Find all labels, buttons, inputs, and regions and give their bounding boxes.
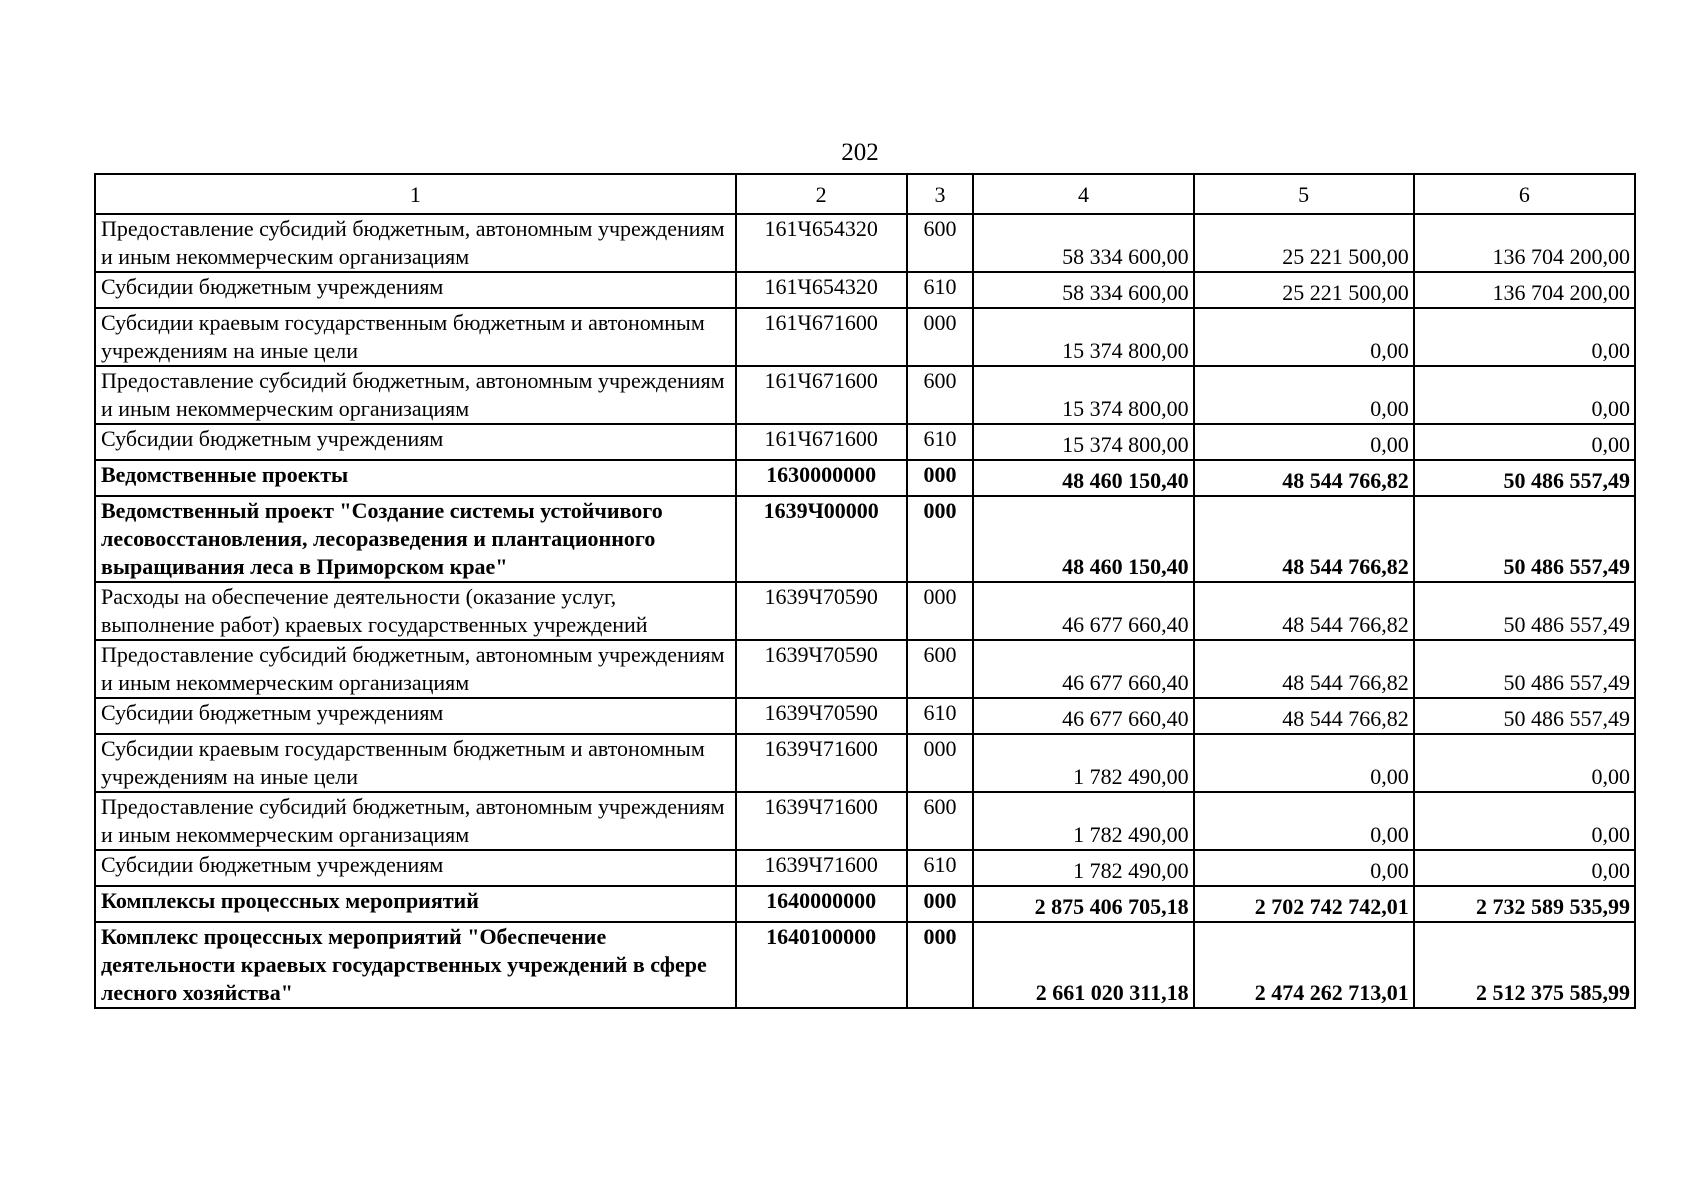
row-name-cell: Субсидии бюджетным учреждениям [95,272,736,308]
row-amount-cell: 50 486 557,49 [1414,496,1635,582]
row-amount-cell: 48 544 766,82 [1194,640,1414,698]
row-amount-cell: 0,00 [1194,308,1414,366]
row-type-cell: 600 [907,792,974,850]
row-amount-cell: 0,00 [1414,308,1635,366]
row-type-cell: 000 [907,922,974,1008]
row-code-cell: 1639Ч00000 [736,496,907,582]
table-row [95,698,1635,734]
header-cell: 6 [1414,174,1635,214]
table-row [95,366,1635,424]
table-row [95,214,1635,272]
row-amount-cell: 0,00 [1194,792,1414,850]
row-amount-cell: 0,00 [1414,366,1635,424]
row-amount-cell: 15 374 800,00 [973,366,1193,424]
header-cell: 1 [95,174,736,214]
row-name-cell: Субсидии бюджетным учреждениям [95,424,736,460]
row-type-cell: 000 [907,886,974,922]
table-header-row [95,174,1635,214]
row-name-cell: Предоставление субсидий бюджетным, автономным учреждениям и иным некоммерческим организациям [95,640,736,698]
row-code-cell: 161Ч671600 [736,308,907,366]
row-name-cell: Предоставление субсидий бюджетным, автономным учреждениям и иным некоммерческим организациям [95,792,736,850]
row-amount-cell: 46 677 660,40 [973,582,1193,640]
row-amount-cell: 1 782 490,00 [973,792,1193,850]
row-type-cell: 610 [907,424,974,460]
row-name-cell: Предоставление субсидий бюджетным, автономным учреждениям и иным некоммерческим организациям [95,366,736,424]
header-cell: 5 [1194,174,1414,214]
row-type-cell: 000 [907,496,974,582]
row-type-cell: 000 [907,460,974,496]
header-cell: 3 [907,174,974,214]
row-name-cell: Предоставление субсидий бюджетным, автономным учреждениям и иным некоммерческим организациям [95,214,736,272]
row-amount-cell: 50 486 557,49 [1414,640,1635,698]
row-type-cell: 610 [907,698,974,734]
row-amount-cell: 136 704 200,00 [1414,272,1635,308]
row-type-cell: 000 [907,308,974,366]
row-name-cell: Субсидии бюджетным учреждениям [95,850,736,886]
page-number: 202 [841,139,879,166]
row-code-cell: 1639Ч71600 [736,792,907,850]
row-amount-cell: 58 334 600,00 [973,214,1193,272]
row-code-cell: 1639Ч70590 [736,640,907,698]
row-code-cell: 1639Ч71600 [736,850,907,886]
row-code-cell: 1639Ч70590 [736,698,907,734]
row-amount-cell: 2 702 742 742,01 [1194,886,1414,922]
header-cell: 4 [973,174,1193,214]
table-row [95,424,1635,460]
row-amount-cell: 1 782 490,00 [973,850,1193,886]
header-cell: 2 [736,174,907,214]
table-row [95,460,1635,496]
table-row [95,886,1635,922]
row-amount-cell: 15 374 800,00 [973,308,1193,366]
row-code-cell: 1630000000 [736,460,907,496]
row-amount-cell: 0,00 [1194,734,1414,792]
row-code-cell: 161Ч654320 [736,272,907,308]
table-row [95,582,1635,640]
row-amount-cell: 48 460 150,40 [973,496,1193,582]
row-amount-cell: 25 221 500,00 [1194,272,1414,308]
row-amount-cell: 2 661 020 311,18 [973,922,1193,1008]
row-amount-cell: 2 875 406 705,18 [973,886,1193,922]
table-row [95,734,1635,792]
row-name-cell: Субсидии краевым государственным бюджетным и автономным учреждениям на иные цели [95,308,736,366]
row-amount-cell: 2 732 589 535,99 [1414,886,1635,922]
row-code-cell: 161Ч654320 [736,214,907,272]
row-name-cell: Ведомственные проекты [95,460,736,496]
row-amount-cell: 0,00 [1194,366,1414,424]
row-code-cell: 1639Ч71600 [736,734,907,792]
table-row [95,496,1635,582]
row-name-cell: Ведомственный проект "Создание системы устойчивого лесовосстановления, лесоразведения и плантационного выращивания леса в Приморском крае" [95,496,736,582]
row-amount-cell: 50 486 557,49 [1414,460,1635,496]
row-amount-cell: 58 334 600,00 [973,272,1193,308]
row-name-cell: Комплексы процессных мероприятий [95,886,736,922]
row-type-cell: 000 [907,582,974,640]
row-amount-cell: 48 544 766,82 [1194,496,1414,582]
row-code-cell: 1640100000 [736,922,907,1008]
row-amount-cell: 0,00 [1194,850,1414,886]
row-type-cell: 610 [907,272,974,308]
row-amount-cell: 48 544 766,82 [1194,460,1414,496]
row-amount-cell: 48 544 766,82 [1194,698,1414,734]
row-amount-cell: 48 460 150,40 [973,460,1193,496]
row-amount-cell: 46 677 660,40 [973,698,1193,734]
row-amount-cell: 0,00 [1414,734,1635,792]
table-row [95,792,1635,850]
row-amount-cell: 2 474 262 713,01 [1194,922,1414,1008]
row-amount-cell: 0,00 [1194,424,1414,460]
budget-table [94,173,1636,1009]
row-amount-cell: 25 221 500,00 [1194,214,1414,272]
row-code-cell: 1640000000 [736,886,907,922]
row-type-cell: 600 [907,214,974,272]
row-code-cell: 1639Ч70590 [736,582,907,640]
row-type-cell: 600 [907,366,974,424]
row-name-cell: Комплекс процессных мероприятий "Обеспечение деятельности краевых государственных учреждений в сфере лесного хозяйства" [95,922,736,1008]
table-row [95,922,1635,1008]
row-amount-cell: 0,00 [1414,792,1635,850]
table-row [95,308,1635,366]
table-row [95,272,1635,308]
row-name-cell: Субсидии бюджетным учреждениям [95,698,736,734]
row-amount-cell: 136 704 200,00 [1414,214,1635,272]
row-name-cell: Субсидии краевым государственным бюджетным и автономным учреждениям на иные цели [95,734,736,792]
row-amount-cell: 0,00 [1414,424,1635,460]
row-amount-cell: 50 486 557,49 [1414,698,1635,734]
row-amount-cell: 50 486 557,49 [1414,582,1635,640]
row-amount-cell: 2 512 375 585,99 [1414,922,1635,1008]
row-amount-cell: 0,00 [1414,850,1635,886]
row-code-cell: 161Ч671600 [736,424,907,460]
row-type-cell: 600 [907,640,974,698]
row-type-cell: 000 [907,734,974,792]
row-type-cell: 610 [907,850,974,886]
table-row [95,640,1635,698]
table-row [95,850,1635,886]
row-amount-cell: 48 544 766,82 [1194,582,1414,640]
row-code-cell: 161Ч671600 [736,366,907,424]
row-amount-cell: 15 374 800,00 [973,424,1193,460]
row-amount-cell: 46 677 660,40 [973,640,1193,698]
row-amount-cell: 1 782 490,00 [973,734,1193,792]
row-name-cell: Расходы на обеспечение деятельности (оказание услуг, выполнение работ) краевых государственных учреждений [95,582,736,640]
